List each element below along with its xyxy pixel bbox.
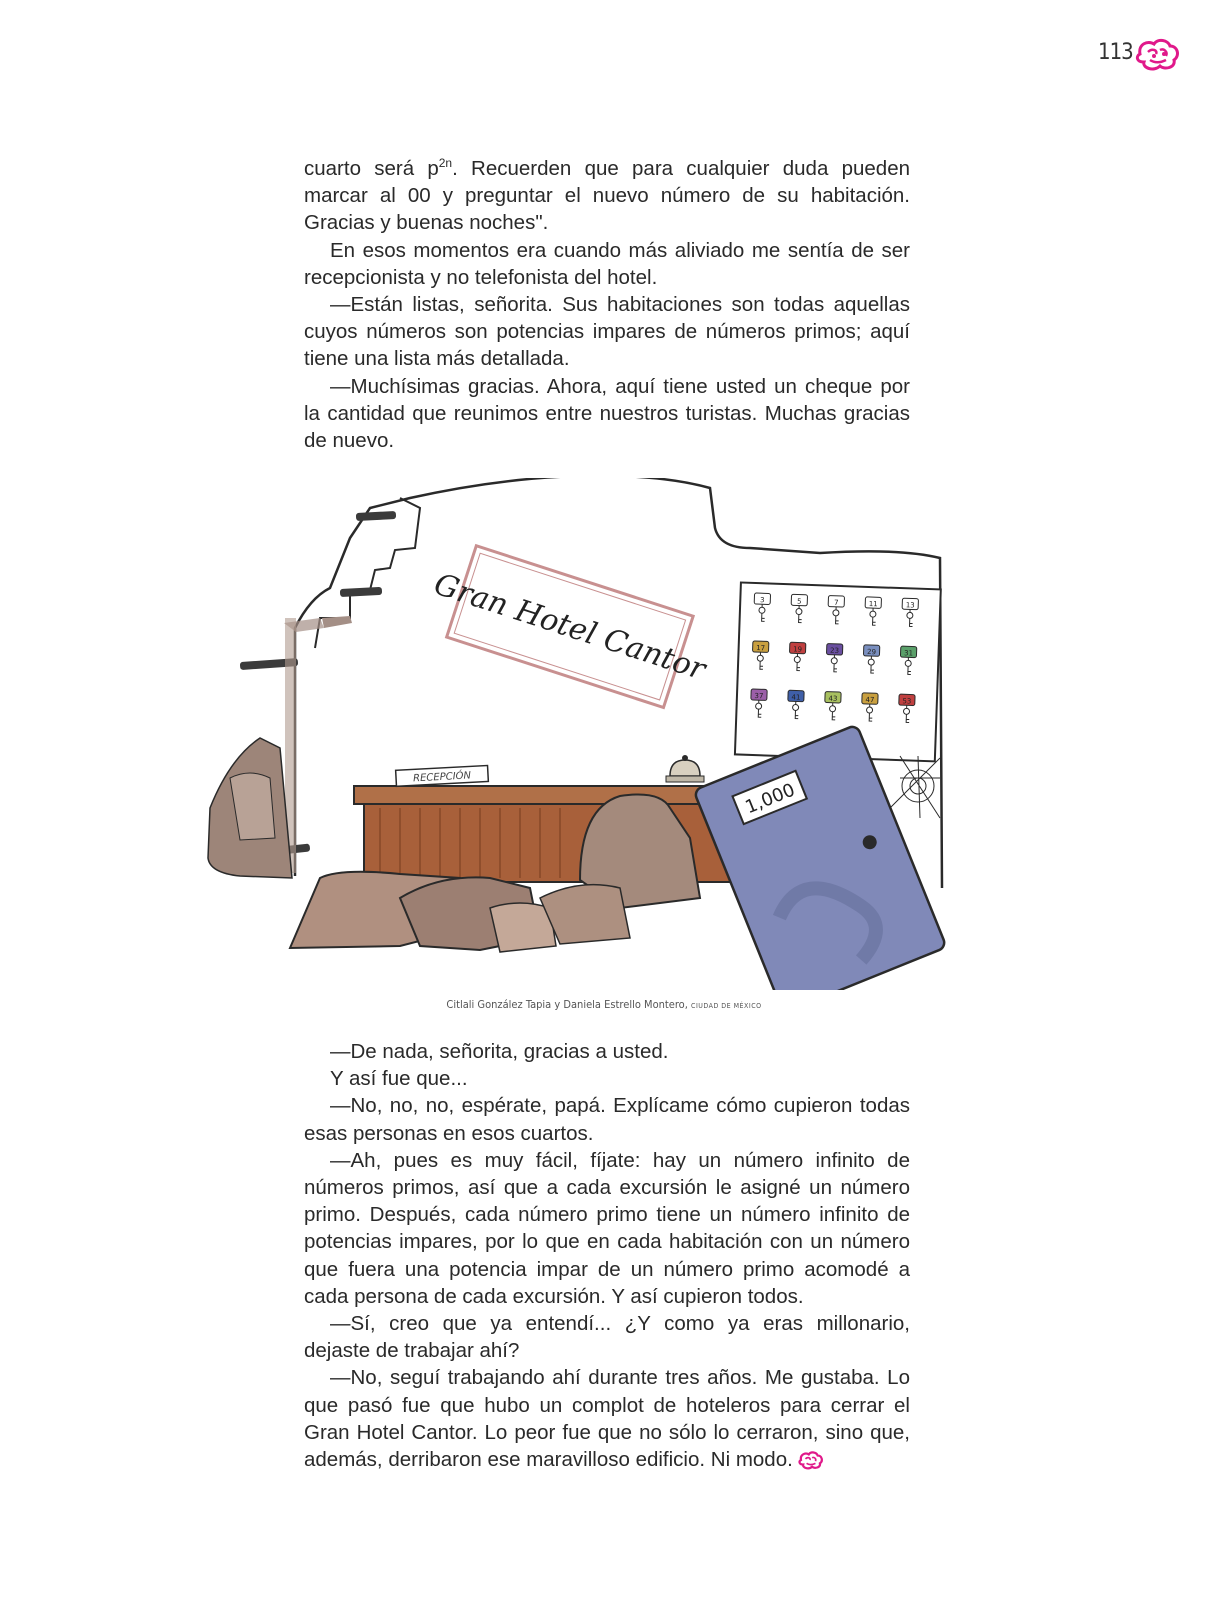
caption-place: CIUDAD DE MÉXICO [691,1002,762,1010]
paragraph: —Ah, pues es muy fácil, fíjate: hay un número infinito de números primos, así que a cada excursión le asigné un número primo. Después, cada número primo tiene un número infinito de potencias impares, por lo que en cada habitación con un número que fuera una potencia impar de un número primo acomodé a cada persona de cada excursión. Y así cupieron todos. [304,1148,910,1308]
svg-text:13: 13 [905,601,915,610]
door-number: 1,000 [742,779,799,819]
svg-text:47: 47 [865,695,875,705]
page-number: 113 [1098,40,1133,65]
paragraph: cuarto será $p^{2n}$. Recuerden que para cualquier duda pueden marcar al 00 y preguntar el nuevo número de su habitación. Gracias y buenas noches". [304,156,910,235]
svg-text:29: 29 [866,647,877,657]
hotel-reception-illustration [200,478,980,990]
paragraph: —No, no, no, espérate, papá. Explícame cómo cupieron todas esas personas en esos cuartos. [304,1094,910,1145]
paragraph: —Están listas, señorita. Sus habitaciones son todas aquellas cuyos números son potencias impares de números primos; aquí tiene una lista más detallada. [304,293,910,371]
svg-text:31: 31 [903,649,914,658]
paragraph: En esos momentos era cuando más aliviado me sentía de ser recepcionista y no telefonista del hotel. [304,238,910,289]
story-text-bottom [304,1038,910,1473]
paragraph: —Sí, creo que ya entendí... ¿Y como ya eras millonario, dejaste de trabajar ahí? [304,1312,910,1363]
story-text-top [304,155,910,454]
end-mark-icon [797,1450,825,1470]
svg-text:7: 7 [833,598,839,607]
paragraph: —No, seguí trabajando ahí durante tres años. Me gustaba. Lo que pasó fue que hubo un complot de hoteleros para cerrar el Gran Hotel Cantor. Lo peor fue que no sólo lo cerraron, sino que, además, derribaron ese maravilloso edificio. Ni modo. [304,1366,910,1472]
illustration-caption [300,998,908,1011]
svg-text:11: 11 [868,599,878,609]
paragraph: Y así fue que... [330,1067,468,1091]
svg-text:41: 41 [791,693,801,702]
caption-authors: Citlali González Tapia y Daniela Estrello Montero, [446,998,688,1011]
hotel-sign-text: Gran Hotel Cantor [429,566,710,688]
svg-text:19: 19 [793,645,803,654]
svg-text:23: 23 [829,646,840,655]
svg-text:43: 43 [828,694,838,703]
paragraph: —Muchísimas gracias. Ahora, aquí tiene usted un cheque por la cantidad que reunimos entre nuestros turistas. Muchas gracias de nuevo. [304,374,910,453]
svg-text:53: 53 [902,697,912,706]
svg-text:5: 5 [796,597,802,606]
svg-text:3: 3 [759,596,765,605]
reception-card-text: RECEPCIÓN [412,770,472,785]
paragraph: —De nada, señorita, gracias a usted. [330,1040,669,1063]
svg-text:37: 37 [754,692,764,701]
magenta-logo-icon [1134,36,1182,72]
svg-text:17: 17 [756,644,766,653]
